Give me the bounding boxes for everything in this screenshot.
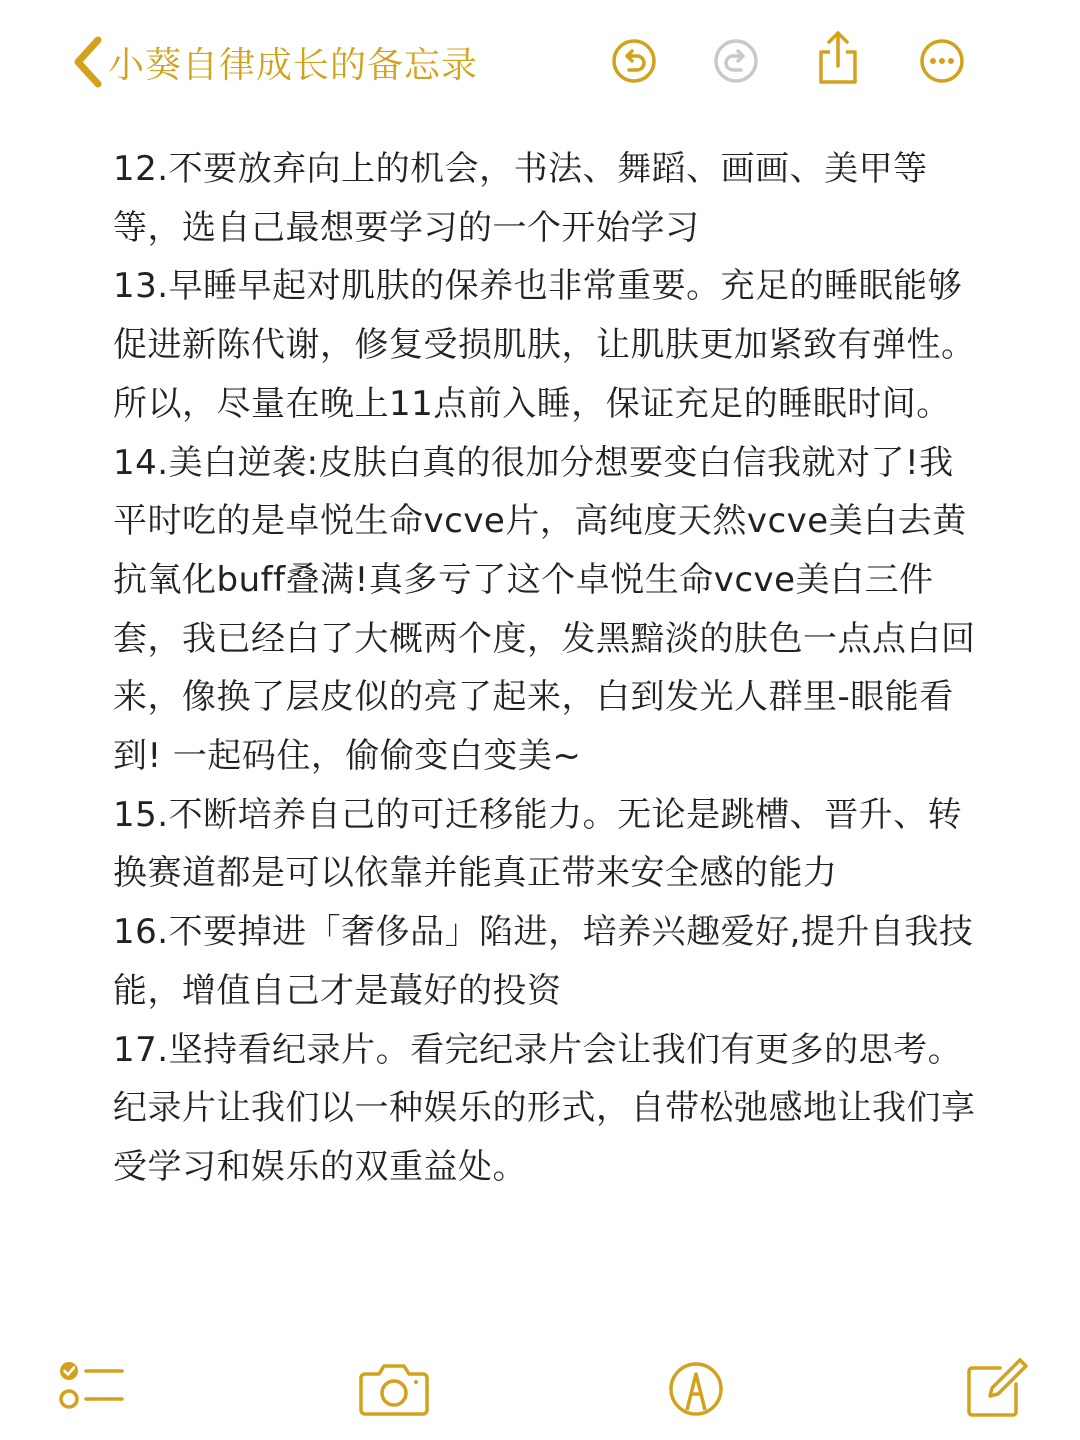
- back-label: 小葵自律成长的备忘录: [108, 44, 479, 86]
- navigation-bar: [0, 0, 1080, 120]
- camera-icon: [356, 1354, 432, 1424]
- note-paragraph: 13.早睡早起对肌肤的保养也非常重要。充足的睡眠能够促进新陈代谢，修复受损肌肤，让肌肤更加紧致有弹性。所以，尽量在晚上11点前入睡，保证充足的睡眠时间。: [113, 266, 976, 424]
- undo-button[interactable]: [606, 33, 662, 89]
- bottom-toolbar: [0, 1340, 1080, 1440]
- chevron-left-icon: [70, 34, 106, 90]
- more-button[interactable]: [914, 33, 970, 89]
- share-icon: [810, 28, 866, 88]
- note-paragraph: 12.不要放弃向上的机会，书法、舞蹈、画画、美甲等等，选自己最想要学习的一个开始学习: [113, 149, 928, 248]
- note-paragraph: 17.坚持看纪录片。看完纪录片会让我们有更多的思考。纪录片让我们以一种娱乐的形式，自带松弛感地让我们享受学习和娱乐的双重益处。: [113, 1029, 976, 1187]
- note-paragraph: 16.不要掉进「奢侈品」陷进，培养兴趣爱好,提升自我技能，增值自己才是蕞好的投资: [113, 912, 974, 1011]
- redo-icon: [708, 33, 764, 89]
- checklist-icon: [54, 1354, 130, 1424]
- compose-icon: [960, 1354, 1036, 1424]
- camera-button[interactable]: [356, 1354, 432, 1424]
- markup-pen-icon: [658, 1354, 734, 1424]
- note-paragraph: 14.美白逆袭:皮肤白真的很加分想要变白信我就对了!我平时吃的是卓悦生命vcve片，高纯度天然vcve美白去黄抗氧化buff叠满!真多亏了这个卓悦生命vcve美白三件套，我已经白了大概两个度，发黑黯淡的肤色一点点白回来，像换了层皮似的亮了起来，白到发光人群里-眼能看到! 一起码住，偷偷变白变美~: [113, 442, 976, 777]
- note-body[interactable]: [113, 140, 983, 1197]
- more-icon: [914, 33, 970, 89]
- checklist-button[interactable]: [54, 1354, 130, 1424]
- share-button[interactable]: [810, 28, 866, 84]
- markup-button[interactable]: [658, 1354, 734, 1424]
- redo-button[interactable]: [708, 33, 764, 89]
- undo-icon: [606, 33, 662, 89]
- compose-button[interactable]: [960, 1354, 1036, 1424]
- back-button[interactable]: [70, 32, 478, 92]
- note-paragraph: 15.不断培养自己的可迁移能力。无论是跳槽、晋升、转换赛道都是可以依靠并能真正带来安全感的能力: [113, 794, 963, 894]
